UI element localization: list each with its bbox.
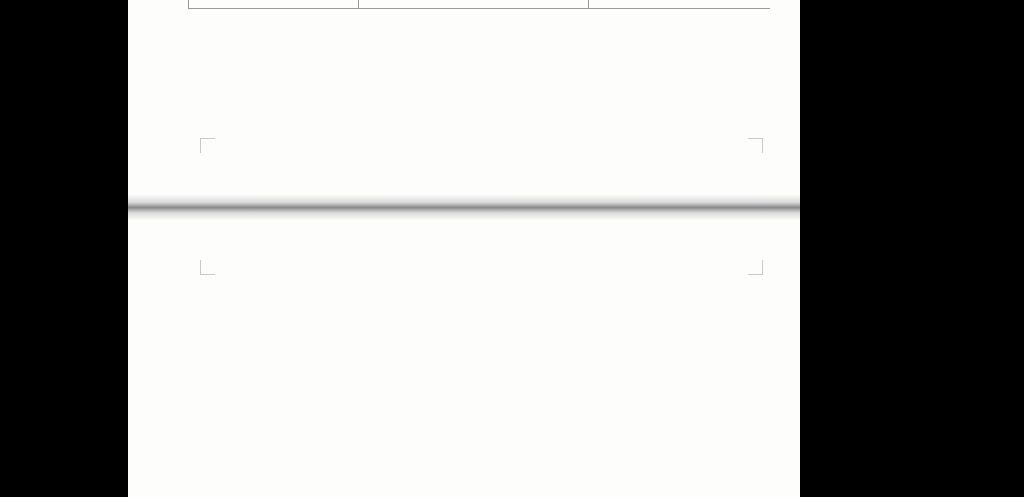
page-fold-shadow bbox=[128, 194, 800, 221]
crop-mark bbox=[748, 260, 763, 275]
crop-mark bbox=[200, 138, 215, 153]
crop-mark bbox=[200, 260, 215, 275]
crop-mark bbox=[748, 138, 763, 153]
worksheet-page bbox=[128, 0, 800, 497]
top-table-rule bbox=[188, 0, 770, 9]
